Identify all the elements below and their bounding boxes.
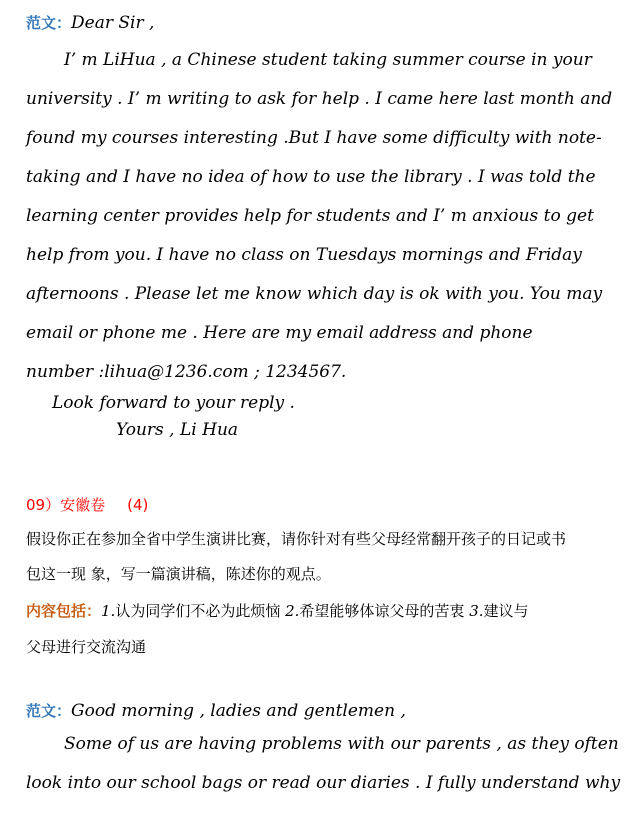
- letter1-salutation: Dear Sir ,: [71, 13, 155, 33]
- question-prompt-line: 包这一现 象，写一篇演讲稿，陈述你的观点。: [26, 565, 331, 583]
- letter1-line: help from you. I have no class on Tuesdays mornings and Friday: [26, 245, 582, 265]
- question-prompt-line: 假设你正在参加全省中学生演讲比赛，请你针对有些父母经常翻开孩子的日记或书: [26, 530, 567, 548]
- letter1-line: number :lihua@1236.com ; 1234567.: [26, 362, 347, 382]
- point-number: 3.: [469, 602, 484, 620]
- point-text: 希望能够体谅父母的苦衷: [299, 602, 470, 620]
- sample-label: 范文：: [26, 14, 72, 32]
- content-label: 内容包括：: [26, 602, 102, 620]
- letter1-closing: Look forward to your reply .: [52, 393, 295, 413]
- letter1-line: taking and I have no idea of how to use the library . I was told the: [26, 167, 596, 187]
- question-heading: [26, 494, 148, 515]
- content-points: [26, 600, 529, 621]
- letter2-header: [26, 700, 406, 721]
- point-text: 认为同学们不必为此烦恼: [115, 602, 286, 620]
- point-number: 1.: [101, 602, 116, 620]
- letter1-signature: Yours , Li Hua: [116, 420, 239, 440]
- letter2-line: Some of us are having problems with our parents , as they often: [64, 734, 619, 754]
- point-number: 2.: [285, 602, 300, 620]
- content-points-continuation: 父母进行交流沟通: [26, 638, 147, 656]
- letter1-line: university . I’ m writing to ask for help . I came here last month and: [26, 89, 613, 109]
- question-score: (4): [127, 496, 149, 514]
- letter1-line: I’ m LiHua , a Chinese student taking summer course in your: [64, 50, 592, 70]
- letter2-salutation: Good morning , ladies and gentlemen ,: [71, 701, 406, 721]
- letter2-line: look into our school bags or read our diaries . I fully understand why: [26, 773, 621, 793]
- letter1-line: found my courses interesting .But I have some difficulty with note-: [26, 128, 602, 148]
- sample-label: 范文：: [26, 702, 72, 720]
- letter1-header: [26, 12, 154, 33]
- letter1-line: learning center provides help for students and I’ m anxious to get: [26, 206, 594, 226]
- question-source: 09）安徽卷: [26, 496, 106, 514]
- letter1-line: email or phone me . Here are my email address and phone: [26, 323, 533, 343]
- letter1-line: afternoons . Please let me know which day is ok with you. You may: [26, 284, 603, 304]
- point-text: 建议与: [483, 602, 529, 620]
